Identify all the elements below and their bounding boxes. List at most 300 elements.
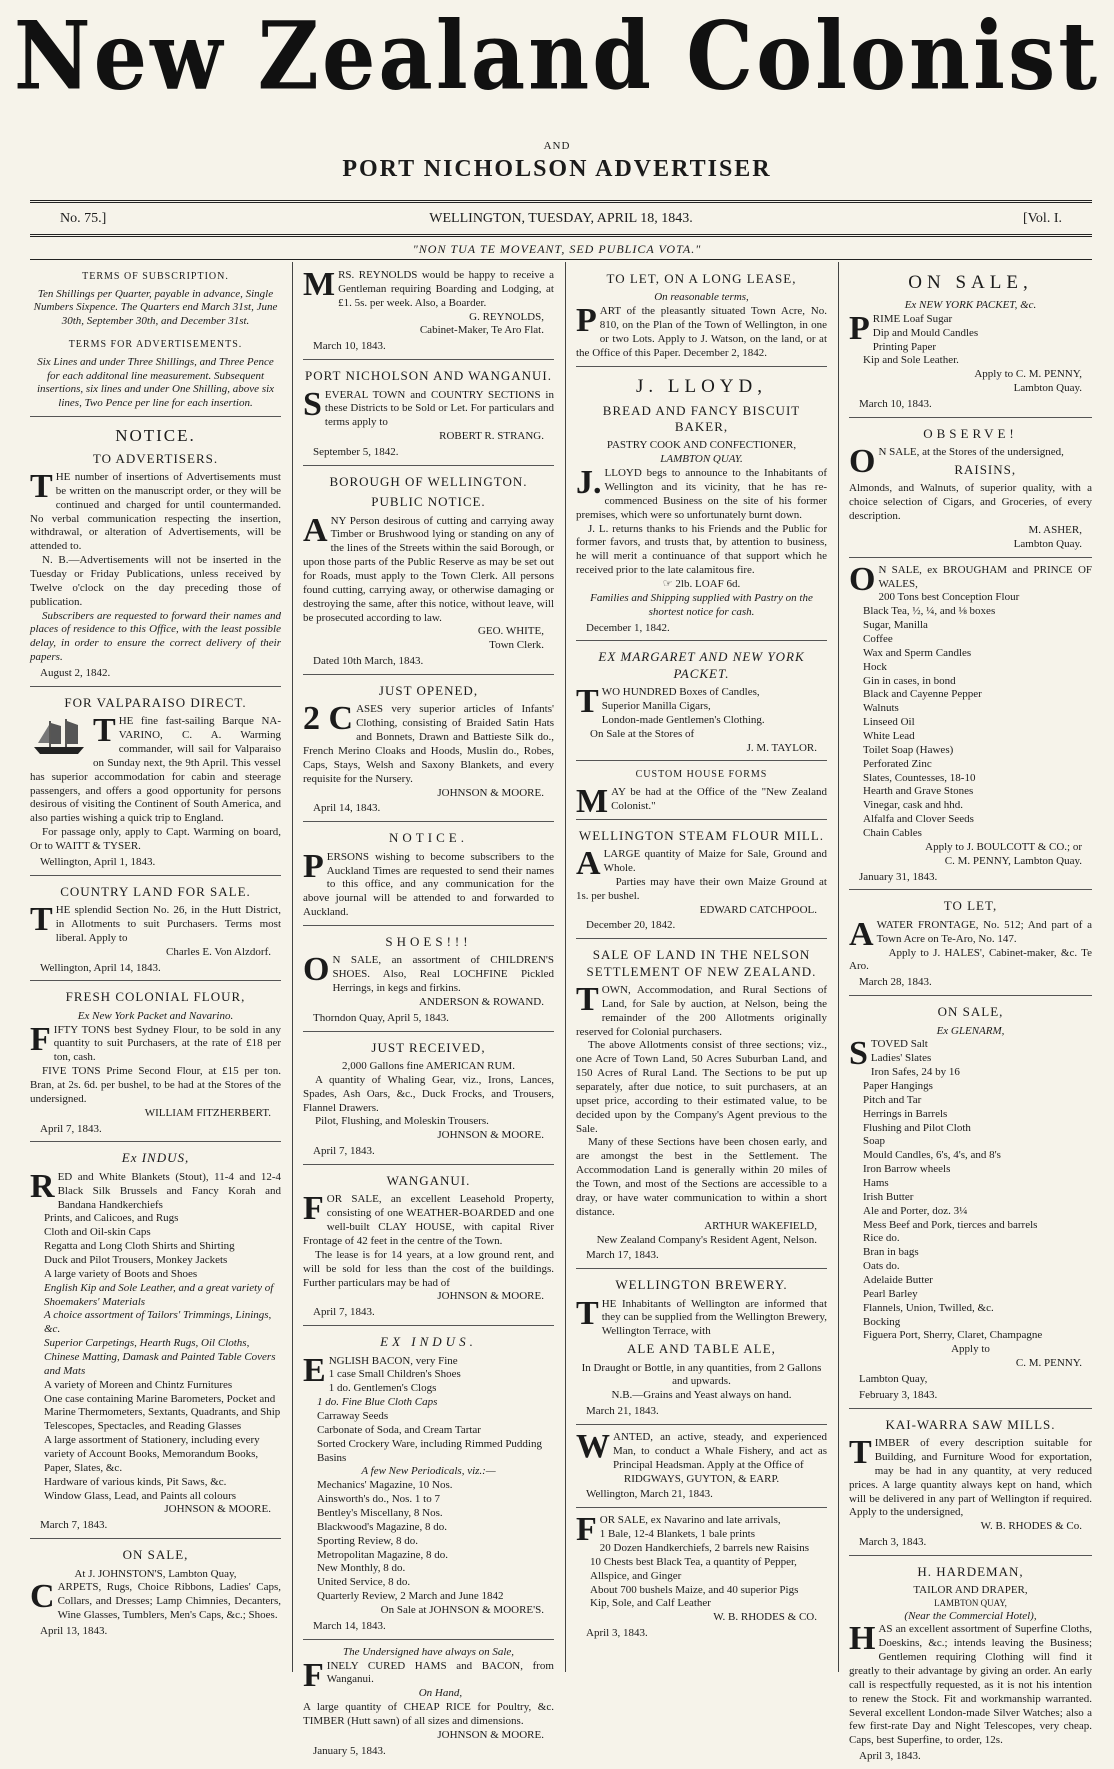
- list-item: Hearth and Grave Stones: [863, 785, 974, 798]
- list-item: Sugar, Manilla: [863, 619, 928, 632]
- list-item: Superior Carpetings, Hearth Rugs, Oil Cloths, Chinese Matting, Damask and Painted Table Covers and Mats: [44, 1337, 276, 1377]
- ad-body: N SALE, at the Stores of the undersigned,: [878, 446, 1064, 459]
- shoes-ad: [303, 929, 554, 1032]
- masthead-subtitle: PORT NICHOLSON ADVERTISER: [342, 156, 772, 182]
- terms-subscription-body: Ten Shillings per Quarter, payable in advance, Single Numbers Sixpence. The Quarters end March 31st, June 30th, September 30th, and December 31st.: [33, 287, 278, 328]
- ad-signature: JOHNSON & MOORE.: [164, 1503, 271, 1516]
- ad-date: January 5, 1843.: [313, 1744, 386, 1757]
- ad-date: Thorndon Quay, April 5, 1843.: [313, 1011, 449, 1024]
- ad-signature: Apply to J. BOULCOTT & CO.; or: [925, 840, 1082, 853]
- ad-title: Ex INDUS,: [121, 1150, 190, 1166]
- drop-cap: F: [30, 1020, 51, 1058]
- ad-signature: G. REYNOLDS,: [469, 310, 544, 323]
- ad-subtitle: RAISINS,: [954, 462, 1017, 478]
- ad-signature: RIDGWAYS, GUYTON, & EARP.: [623, 1472, 780, 1485]
- list-item: Superior Manilla Cigars,: [601, 700, 711, 712]
- ad-subtitle: Ex NEW YORK PACKET, &c.: [904, 298, 1037, 311]
- list-item: Iron Safes, 24 by 16: [870, 1066, 960, 1079]
- ad-signature: JOHNSON & MOORE.: [437, 786, 544, 799]
- terms-subscription-title: TERMS OF SUBSCRIPTION.: [82, 271, 229, 282]
- ad-title: J. LLOYD,: [635, 375, 768, 397]
- ad-date: April 13, 1843.: [40, 1625, 108, 1638]
- list-item: Oats do.: [863, 1260, 900, 1273]
- ad-body: WATER FRONTAGE, No. 512; And part of a Town Acre on Te-Aro, No. 147.: [876, 918, 1092, 945]
- ad-title: ON SALE,: [908, 272, 1033, 293]
- drop-cap: T: [849, 1434, 872, 1472]
- ad-body: ART of the pleasantly situated Town Acre, No. 810, on the Plan of the Town of Wellington, in one or two Lots. Apply to J. Watson, on the land, or at the Office of this Paper. December 2, 1842.: [576, 305, 827, 359]
- drop-cap: O: [849, 560, 876, 598]
- ad-body: NY Person desirous of cutting and carrying away Timber or Brushwood lying or standing on any of the lines of the Streets within the said Borough, or upon those parts of the Public Reserve as may be set out for Roads, must apply to the Town Clerk. All persons found cutting, carrying away, or otherwise damaging or destroying the same, after this notice, without leave, will be prosecuted according to law.: [303, 514, 554, 624]
- drop-cap: C: [30, 1578, 55, 1616]
- ad-signature: JOHNSON & MOORE.: [437, 1290, 544, 1303]
- list-item: A variety of Moreen and Chintz Furnitures: [44, 1378, 233, 1391]
- terms-block: [30, 266, 281, 417]
- column-3: [576, 266, 827, 1671]
- list-item: United Service, 8 do.: [317, 1576, 411, 1589]
- list-item: Perforated Zinc: [863, 757, 932, 770]
- dateline: [30, 211, 1092, 231]
- ad-signature: M. ASHER,: [1028, 524, 1082, 536]
- drop-cap: T: [30, 467, 53, 505]
- ad-signature: JOHNSON & MOORE.: [437, 1728, 544, 1741]
- ad-title: BOROUGH OF WELLINGTON.: [329, 473, 528, 489]
- ad-title: EX INDUS.: [380, 1334, 477, 1350]
- ad-subtitle: On reasonable terms,: [654, 291, 749, 304]
- ad-body: ANTED, an active, steady, and experienced Man, to conduct a Whale Fishery, and act as Principal Headsman. Apply at the Office of: [613, 1430, 827, 1471]
- flour-mill-ad: [576, 823, 827, 940]
- list-item: Rice do.: [863, 1232, 900, 1245]
- ad-title: JUST OPENED,: [378, 683, 479, 699]
- drop-cap: S: [303, 385, 322, 423]
- volume: [Vol. I.: [1022, 211, 1062, 226]
- ad-subtitle: ALE AND TABLE ALE,: [627, 1341, 776, 1357]
- ship-icon: [30, 717, 88, 757]
- notice-title: NOTICE.: [115, 426, 196, 446]
- list-item: Carraway Seeds: [317, 1409, 389, 1422]
- ad-title: TO LET, ON A LONG LEASE,: [606, 271, 797, 286]
- list-item: Bentley's Miscellany, 8 Nos.: [317, 1506, 443, 1519]
- ad-signature: W. B. RHODES & Co.: [980, 1520, 1082, 1533]
- list-item: Mechanics' Magazine, 10 Nos.: [317, 1479, 453, 1492]
- ad-date: April 7, 1843.: [313, 1145, 375, 1158]
- ad-body: N.B.—Grains and Yeast always on hand.: [611, 1389, 792, 1402]
- for-sale-navarino-ad: [576, 1511, 827, 1646]
- ad-body: RS. REYNOLDS would be happy to receive a Gentleman requiring Boarding and Lodging, at £1. 5s. per week. Also, a Boarder.: [338, 269, 554, 309]
- ad-body: N SALE, an assortment of CHILDREN'S SHOES. Also, Real LOCHFINE Pickled Herrings, in kegs and firkins.: [332, 954, 554, 995]
- list-item: Irish Butter: [863, 1190, 914, 1203]
- ad-title: ON SALE,: [937, 1004, 1004, 1020]
- list-item: Alfalfa and Clover Seeds: [863, 813, 974, 826]
- column-4: [849, 266, 1092, 1763]
- list-item: Hams: [863, 1176, 889, 1189]
- ad-title: ON SALE,: [122, 1547, 189, 1563]
- drop-cap: T: [576, 1294, 599, 1332]
- ad-body: ARPETS, Rugs, Choice Ribbons, Ladies' Caps, Collars, and Dresses; Lamp Chimnies, Decanters, Wine Glasses, Tumblers, Men's Caps, &c.; Shoes.: [57, 1581, 281, 1622]
- ad-signature: On Sale at JOHNSON & MOORE'S.: [380, 1603, 544, 1616]
- ex-indus-ad: [30, 1145, 281, 1539]
- to-let-water-frontage-ad: [849, 893, 1092, 996]
- observe-ad: [849, 421, 1092, 558]
- ad-body: HE Inhabitants of Wellington are informed that they can be supplied from the Wellington Brewery, Wellington Terrace, with: [601, 1297, 827, 1338]
- ad-date: March 10, 1843.: [313, 340, 386, 353]
- list-item: Ainsworth's do., Nos. 1 to 7: [317, 1493, 440, 1506]
- list-item: Duck and Pilot Trousers, Monkey Jackets: [44, 1254, 228, 1267]
- issue-number: No. 75.]: [60, 211, 107, 226]
- ad-date: Wellington, April 14, 1843.: [40, 961, 161, 974]
- ad-signature: W. B. RHODES & CO.: [713, 1611, 817, 1624]
- drop-cap: T: [93, 712, 116, 750]
- ad-signature: GEO. WHITE,: [477, 625, 544, 638]
- list-item: Walnuts: [863, 702, 899, 715]
- drop-cap: H: [849, 1620, 876, 1658]
- notice-advertisers: [30, 420, 281, 687]
- brewery-ad: [576, 1272, 827, 1425]
- list-item: A large assortment of Stationery, including every variety of Account Books, Memorandum Books, Paper, Slates, &c.: [44, 1434, 260, 1474]
- borough-ad: [303, 469, 554, 675]
- wanted-ad: [576, 1428, 827, 1508]
- ad-body: N SALE, ex BROUGHAM and PRINCE OF WALES,: [878, 563, 1092, 590]
- list-item: Iron Barrow wheels: [863, 1163, 951, 1176]
- ad-signature: ROBERT R. STRANG.: [439, 430, 544, 443]
- ad-body: A large quantity of CHEAP RICE for Poultry, &c. TIMBER (Hutt sawn) of all sizes and dimensions.: [303, 1701, 554, 1727]
- ad-subtitle: A few New Periodicals, viz.:—: [361, 1465, 496, 1478]
- ad-title: H. HARDEMAN,: [917, 1563, 1024, 1579]
- auckland-times-notice: [303, 825, 554, 926]
- list-item: Mould Candles, 6's, 4's, and 8's: [863, 1149, 1001, 1162]
- drop-cap: M: [303, 266, 336, 303]
- nelson-land-ad: [576, 942, 827, 1269]
- drop-cap: F: [303, 1190, 324, 1228]
- saw-mills-ad: [849, 1412, 1092, 1556]
- ad-body: LARGE quantity of Maize for Sale, Ground and Whole.: [603, 848, 827, 874]
- issue-date: WELLINGTON, TUESDAY, APRIL 18, 1843.: [429, 211, 693, 226]
- masthead-and: AND: [543, 140, 571, 152]
- on-sale-new-york-ad: [849, 266, 1092, 418]
- list-item: Paper Hangings: [863, 1079, 933, 1092]
- notice-paragraph: HE number of insertions of Advertisements must be written on the manuscript order, or they will be continued and charged for until countermanded. No verbal communication respecting the insertion, withdrawal, or alteration of Advertisements, will be attended to.: [30, 470, 281, 553]
- ad-date: March 14, 1843.: [313, 1619, 386, 1632]
- ad-date: April 3, 1843.: [586, 1627, 648, 1640]
- notice-paragraph: N. B.—Advertisements will not be inserted in the Tuesday or Friday Publications, unless received by Twelve o'clock on the day preceding those of publication.: [30, 554, 281, 608]
- list-item: Printing Paper: [872, 340, 937, 353]
- port-nicholson-ad: [303, 363, 554, 466]
- johnston-ad: [30, 1542, 281, 1644]
- masthead-title: New Zealand Colonist: [13, 0, 1101, 111]
- ad-date: April 14, 1843.: [313, 802, 381, 815]
- ad-title: SHOES!!!: [385, 933, 472, 949]
- ad-body: Almonds, and Walnuts, of superior quality, with a choice selection of Cigars, and Groceries, of every description.: [849, 482, 1092, 523]
- just-received-ad: [303, 1035, 554, 1165]
- margaret-ad: [576, 644, 827, 761]
- ad-signature: Apply to C. M. PENNY,: [974, 368, 1082, 381]
- ad-title: JUST RECEIVED,: [371, 1039, 486, 1055]
- ad-title: PORT NICHOLSON AND WANGANUI.: [304, 368, 553, 384]
- drop-cap: F: [576, 1511, 597, 1549]
- list-item: On Sale at the Stores of: [590, 727, 695, 740]
- list-item: New Monthly, 8 do.: [317, 1562, 406, 1575]
- ad-title: WELLINGTON STEAM FLOUR MILL.: [578, 827, 825, 843]
- list-item: Herrings in Barrels: [863, 1107, 948, 1120]
- ad-subtitle: (Near the Commercial Hotel),: [904, 1609, 1037, 1622]
- ad-body: 2,000 Gallons fine AMERICAN RUM.: [342, 1060, 515, 1072]
- list-item: London-made Gentlemen's Clothing.: [601, 713, 765, 726]
- ad-title: WANGANUI.: [386, 1173, 471, 1189]
- ad-body: The above Allotments consist of three sections; viz., one Acre of Town Land, 50 Acres Suburban Land, and 150 Acres of Rural Land. The Sections to be put up separately, after due notice, to suit purchasers, at an upset price, according to their estimated value, to be decided upon by the Company's Agent previous to the Sale.: [576, 1039, 827, 1135]
- drop-cap: P: [303, 847, 324, 885]
- ad-title: NOTICE.: [389, 830, 468, 846]
- list-item: Hardware of various kinds, Pit Saws, &c.: [44, 1475, 227, 1488]
- ad-subtitle: TAILOR AND DRAPER,: [913, 1584, 1028, 1597]
- ad-body: ED and White Blankets (Stout), 11-4 and 12-4 Black Silk Brussels and Fancy Korah and Bandana Handkerchiefs: [57, 1170, 281, 1211]
- flour-ad: [30, 984, 281, 1142]
- list-item: Bran in bags: [863, 1246, 919, 1259]
- ad-subtitle: Ex GLENARM,: [936, 1024, 1005, 1037]
- list-item: Carbonate of Soda, and Cream Tartar: [317, 1423, 481, 1436]
- ad-date: April 7, 1843.: [313, 1306, 375, 1319]
- ad-body: OWN, Accommodation, and Rural Sections of Land, for Sale by auction, at Nelson, being the remainder of the 200 Allotments originally reserved for Colonial purchasers.: [576, 984, 827, 1038]
- just-opened-ad: [303, 678, 554, 822]
- list-item: Regatta and Long Cloth Shirts and Shirting: [44, 1240, 235, 1253]
- ad-date: April 7, 1843.: [40, 1122, 102, 1135]
- list-item: Flannels, Union, Twilled, &c.: [863, 1301, 994, 1314]
- ad-body: Apply to: [951, 1343, 990, 1356]
- column-rule: [565, 262, 566, 1672]
- ad-body: The lease is for 14 years, at a low ground rent, and will be sold for less than the cost of the buildings. Further particulars may be had of: [303, 1248, 554, 1289]
- ad-body: FIVE TONS Prime Second Flour, at £15 per ton. Bran, at 2s. 6d. per bushel, to be had at the Stores of the undersigned.: [30, 1065, 281, 1105]
- terms-advertisement-body: Six Lines and under Three Shillings, and Three Pence for each additonal line measurement. Subsequent insertions, six lines and under One Shilling, above six lines, Two Pence per line for each insertion.: [36, 355, 275, 410]
- list-item: Toilet Soap (Hawes): [863, 743, 954, 756]
- list-item: 1 Bale, 12-4 Blankets, 1 bale prints: [599, 1528, 755, 1541]
- list-item: Window Glass, Lead, and Paints all colours: [44, 1489, 237, 1502]
- list-item: 1 do. Gentlemen's Clogs: [328, 1382, 437, 1395]
- glenarm-ad: [849, 999, 1092, 1409]
- ad-date: Wellington, March 21, 1843.: [586, 1488, 713, 1501]
- list-item: Flushing and Pilot Cloth: [863, 1121, 971, 1134]
- list-item: 1 case Small Children's Shoes: [328, 1368, 461, 1381]
- hams-bacon-ad: [303, 1643, 554, 1764]
- ad-body: For passage only, apply to Capt. Warming on board, Or to WAITT & TYSER.: [30, 826, 281, 852]
- column-1: [30, 266, 281, 1671]
- list-item: White Lead: [863, 730, 915, 743]
- list-item: Linseed Oil: [863, 716, 915, 729]
- pointing-hand-icon: ☞: [662, 577, 676, 590]
- notice-subtitle: TO ADVERTISERS.: [92, 450, 219, 466]
- ad-body: INELY CURED HAMS and BACON, from Wanganui.: [326, 1659, 554, 1686]
- list-item: Wax and Sperm Candles: [863, 646, 972, 659]
- ad-body: Families and Shipping supplied with Pastry on the shortest notice for cash.: [590, 591, 813, 618]
- wanganui-ad: [303, 1168, 554, 1326]
- ad-body: LLOYD begs to announce to the Inhabitants of Wellington and its vicinity, that he has re-commenced Business on the site of his former premises, which were so unfortunately burnt down.: [576, 467, 827, 521]
- ad-signature: Charles E. Von Alzdorf.: [166, 945, 271, 958]
- ad-subtitle: At J. JOHNSTON'S, Lambton Quay,: [74, 1567, 237, 1580]
- list-item: Quarterly Review, 2 March and June 1842: [317, 1590, 504, 1603]
- ad-signature: C. M. PENNY.: [1015, 1357, 1082, 1370]
- ad-signature: J. M. TAYLOR.: [746, 741, 817, 754]
- drop-cap: P: [576, 302, 597, 340]
- country-land-ad: [30, 879, 281, 982]
- list-item: Bocking: [863, 1315, 901, 1328]
- ad-body: J. L. returns thanks to his Friends and the Public for former favors, and trusts that, by attention to business, he will merit a continuance of that support which he received prior to the late calamitous fire.: [576, 522, 827, 577]
- ad-title: FRESH COLONIAL FLOUR,: [65, 989, 246, 1005]
- ad-subtitle: LAMBTON QUAY,: [934, 1598, 1007, 1609]
- ad-body: AY be had at the Office of the "New Zealand Colonist.": [611, 786, 827, 812]
- terms-advertisement-title: TERMS FOR ADVERTISEMENTS.: [68, 339, 243, 351]
- ad-body: ERSONS wishing to become subscribers to the Auckland Times are requested to send their names to this office, and any communication for the above journal will be attended to and forwarded to Auckland.: [303, 850, 554, 919]
- reynolds-ad: [303, 266, 554, 360]
- ad-date: January 31, 1843.: [859, 870, 938, 883]
- ad-body: OR SALE, ex Navarino and late arrivals,: [599, 1514, 781, 1527]
- ad-date: March 3, 1843.: [859, 1536, 927, 1549]
- list-item: Chain Cables: [863, 827, 922, 840]
- ad-date: March 10, 1843.: [859, 397, 932, 410]
- ad-title: SALE OF LAND IN THE NELSON SETTLEMENT OF NEW ZEALAND.: [586, 947, 817, 979]
- list-item: 20 Dozen Handkerchiefs, 2 barrels new Raisins: [599, 1542, 810, 1554]
- ad-signature: EDWARD CATCHPOOL.: [699, 903, 817, 916]
- ad-date: September 5, 1842.: [313, 445, 399, 458]
- column-rule: [292, 262, 293, 1672]
- ad-title: TO LET,: [943, 898, 998, 914]
- list-item: Hock: [863, 660, 887, 673]
- ad-date: Wellington, April 1, 1843.: [40, 855, 156, 868]
- ad-body: NGLISH BACON, very Fine: [328, 1354, 458, 1367]
- list-item: 10 Chests best Black Tea, a quantity of Pepper, Allspice, and Ginger: [590, 1555, 797, 1582]
- ad-body: RIME Loaf Sugar: [872, 312, 953, 325]
- drop-cap: A: [576, 845, 601, 883]
- brougham-ad: [849, 561, 1092, 891]
- ad-date: February 3, 1843.: [859, 1388, 938, 1401]
- ad-title: COUNTRY LAND FOR SALE.: [60, 883, 251, 899]
- list-item: Kip, Sole, and Calf Leather: [590, 1597, 711, 1610]
- ad-body: A quantity of Whaling Gear, viz., Irons, Lances, Spades, Ash Oars, &c., Duck Frocks, and Trousers, Flannel Drawers.: [303, 1073, 554, 1114]
- drop-cap: O: [849, 443, 876, 481]
- list-item: Figuera Port, Sherry, Claret, Champagne: [863, 1329, 1043, 1342]
- ad-signature: New Zealand Company's Resident Agent, Nelson.: [596, 1233, 817, 1246]
- list-item: Sorted Crockery Ware, including Rimmed Pudding Basins: [317, 1437, 542, 1464]
- ad-place: Lambton Quay,: [859, 1373, 928, 1386]
- list-item: Metropolitan Magazine, 8 do.: [317, 1548, 449, 1561]
- drop-cap: A: [849, 915, 874, 953]
- ad-date: March 28, 1843.: [859, 976, 932, 989]
- ad-title: KAI-WARRA SAW MILLS.: [885, 1416, 1056, 1432]
- ad-signature: WILLIAM FITZHERBERT.: [144, 1106, 271, 1119]
- list-item: About 700 bushels Maize, and 40 superior Pigs: [590, 1583, 799, 1596]
- drop-cap: M: [576, 783, 609, 821]
- ad-title: EX MARGARET AND NEW YORK PACKET.: [598, 649, 805, 681]
- divider: [30, 200, 1092, 203]
- ad-date: March 21, 1843.: [586, 1405, 659, 1418]
- list-item: Vinegar, cask and hhd.: [863, 799, 964, 812]
- notice-date: August 2, 1842.: [40, 667, 111, 680]
- custom-house-ad: [576, 764, 827, 819]
- drop-cap: P: [849, 309, 870, 347]
- ad-body: IMBER of every description suitable for Building, and Furniture Wood for exportation, may be had in any quantity, at very reduced prices. A large quantity always kept on hand, which will be delivered in any part of Wellington if required. Apply to the undersigned,: [849, 1437, 1092, 1519]
- lloyd-bakery-ad: [576, 370, 827, 642]
- ad-title: OBSERVE!: [923, 425, 1018, 441]
- hardeman-ad: [849, 1559, 1092, 1769]
- drop-cap: W: [576, 1427, 610, 1465]
- ad-signature: Lambton Quay.: [1013, 537, 1082, 550]
- drop-cap: R: [30, 1167, 55, 1205]
- ad-subtitle: PUBLIC NOTICE.: [371, 494, 486, 510]
- drop-cap: S: [849, 1035, 868, 1073]
- ad-subtitle: BREAD AND FANCY BISCUIT BAKER,: [602, 402, 801, 434]
- list-item: Mess Beef and Pork, tierces and barrels: [863, 1218, 1038, 1231]
- list-item: Adelaide Butter: [863, 1274, 933, 1286]
- motto: "NON TUA TE MOVEANT, SED PUBLICA VOTA.": [412, 242, 702, 256]
- list-item: Gin in cases, in bond: [863, 674, 956, 687]
- ad-subtitle: PASTRY COOK AND CONFECTIONER,: [606, 439, 797, 452]
- list-item: Coffee: [863, 633, 893, 646]
- list-item: Black Tea, ½, ¼, and ⅛ boxes: [863, 605, 996, 618]
- drop-cap: F: [303, 1656, 324, 1694]
- ad-date: March 17, 1843.: [586, 1249, 659, 1262]
- drop-cap: J.: [576, 464, 602, 502]
- ad-signature: JOHNSON & MOORE.: [437, 1129, 544, 1142]
- column-2: [303, 266, 554, 1757]
- drop-cap: O: [303, 951, 330, 989]
- ad-signature: Cabinet-Maker, Te Aro Flat.: [419, 324, 544, 337]
- ad-body: IFTY TONS best Sydney Flour, to be sold in any quantity to suit Purchasers, at the rate of £18 per ton, cash.: [53, 1023, 281, 1064]
- ad-subtitle: On Hand,: [418, 1687, 463, 1700]
- ad-body: EVERAL TOWN and COUNTRY SECTIONS in these Districts to be Sold or Let. For particulars and terms apply to: [324, 388, 554, 429]
- list-item: Ladies' Slates: [870, 1052, 932, 1065]
- ad-title: WELLINGTON BREWERY.: [615, 1277, 788, 1293]
- ad-body: TOVED Salt: [870, 1038, 928, 1051]
- list-item: One case containing Marine Barometers, Pocket and Marine Thermometers, Sextants, Quadrants, and Ship Telescopes, Spectacles, and Reading Glasses: [44, 1392, 281, 1433]
- loaf-price: 2lb. LOAF 6d.: [675, 577, 741, 590]
- ad-body: Pilot, Flushing, and Moleskin Trousers.: [315, 1115, 489, 1128]
- drop-cap: T: [576, 981, 599, 1019]
- ad-title: FOR VALPARAISO DIRECT.: [64, 694, 247, 710]
- ad-signature: ARTHUR WAKEFIELD,: [704, 1219, 817, 1232]
- ad-subtitle: LAMBTON QUAY.: [660, 453, 743, 466]
- ad-body: Apply to J. HALES', Cabinet-maker, &c. Te Aro.: [849, 946, 1092, 973]
- ad-body: In Draught or Bottle, in any quantities, from 2 Gallons and upwards.: [581, 1361, 822, 1388]
- list-item: Sporting Review, 8 do.: [317, 1534, 419, 1547]
- list-item: 1 do. Fine Blue Cloth Caps: [317, 1396, 438, 1409]
- ad-date: December 1, 1842.: [586, 621, 670, 634]
- divider: [30, 234, 1092, 237]
- ad-signature: ANDERSON & ROWAND.: [419, 995, 544, 1008]
- list-item: Cloth and Oil-skin Caps: [44, 1226, 151, 1239]
- ad-date: Dated 10th March, 1843.: [313, 655, 424, 668]
- ad-body: AS an excellent assortment of Superfine Cloths, Doeskins, &c.; intends leaving the Business; Gentlemen requiring Clothing will find it greatly to their advantage by giving an order. An early call is respectfully requested, as it is not his intention to renew the Stock. Fit and workmanship warranted. Several excellent London-made Silver Watches; also a few first-rate Day and Night Telescopes, very cheap. Caps, best Superfine, to order, 12s.: [849, 1623, 1092, 1747]
- list-item: 200 Tons best Conception Flour: [878, 591, 1020, 604]
- ad-date: March 7, 1843.: [40, 1519, 108, 1532]
- list-item: Prints, and Calicoes, and Rugs: [44, 1212, 179, 1225]
- divider: [30, 259, 1092, 260]
- ad-signature: Lambton Quay.: [1013, 382, 1082, 395]
- ad-body: Many of these Sections have been chosen early, and are amongst the best in the Settlement. The Accommodation Land is generally within 20 miles of the Town, and most of the Sections are accessible to a dray, or have water communication to within a short distance.: [576, 1136, 827, 1218]
- column-rule: [838, 262, 839, 1672]
- list-item: Ale and Porter, doz. 3¼: [863, 1204, 968, 1217]
- ad-body: HE splendid Section No. 26, in the Hutt District, in Allotments to suit Purchasers. Terms most liberal. Apply to: [55, 904, 281, 944]
- drop-cap: T: [30, 901, 53, 939]
- ad-subtitle: Ex New York Packet and Navarino.: [77, 1009, 234, 1022]
- list-item: English Kip and Sole Leather, and a great variety of Shoemakers' Materials: [44, 1281, 274, 1308]
- list-item: Kip and Sole Leather.: [863, 354, 959, 367]
- ad-body: WO HUNDRED Boxes of Candles,: [601, 686, 760, 699]
- ad-body: HE fine fast-sailing Barque NA-VARINO, C. A. Warming commander, will sail for Valparaiso on Sunday next, the 9th April. This vessel has superior accommodation for cabin and steerage passengers, and offers a good opportunity for persons desirous of visiting the Continent of South America, and also parties wishing a quick trip to England.: [30, 715, 281, 825]
- drop-cap: T: [576, 683, 599, 721]
- list-item: Soap: [863, 1135, 885, 1148]
- valparaiso-ad: [30, 690, 281, 876]
- ad-title: The Undersigned have always on Sale,: [342, 1645, 515, 1658]
- ad-signature: C. M. PENNY, Lambton Quay.: [944, 854, 1082, 867]
- ex-indus-bacon-ad: [303, 1329, 554, 1640]
- list-item: Black and Cayenne Pepper: [863, 688, 982, 701]
- ad-body: Parties may have their own Maize Ground at 1s. per bushel.: [576, 875, 827, 902]
